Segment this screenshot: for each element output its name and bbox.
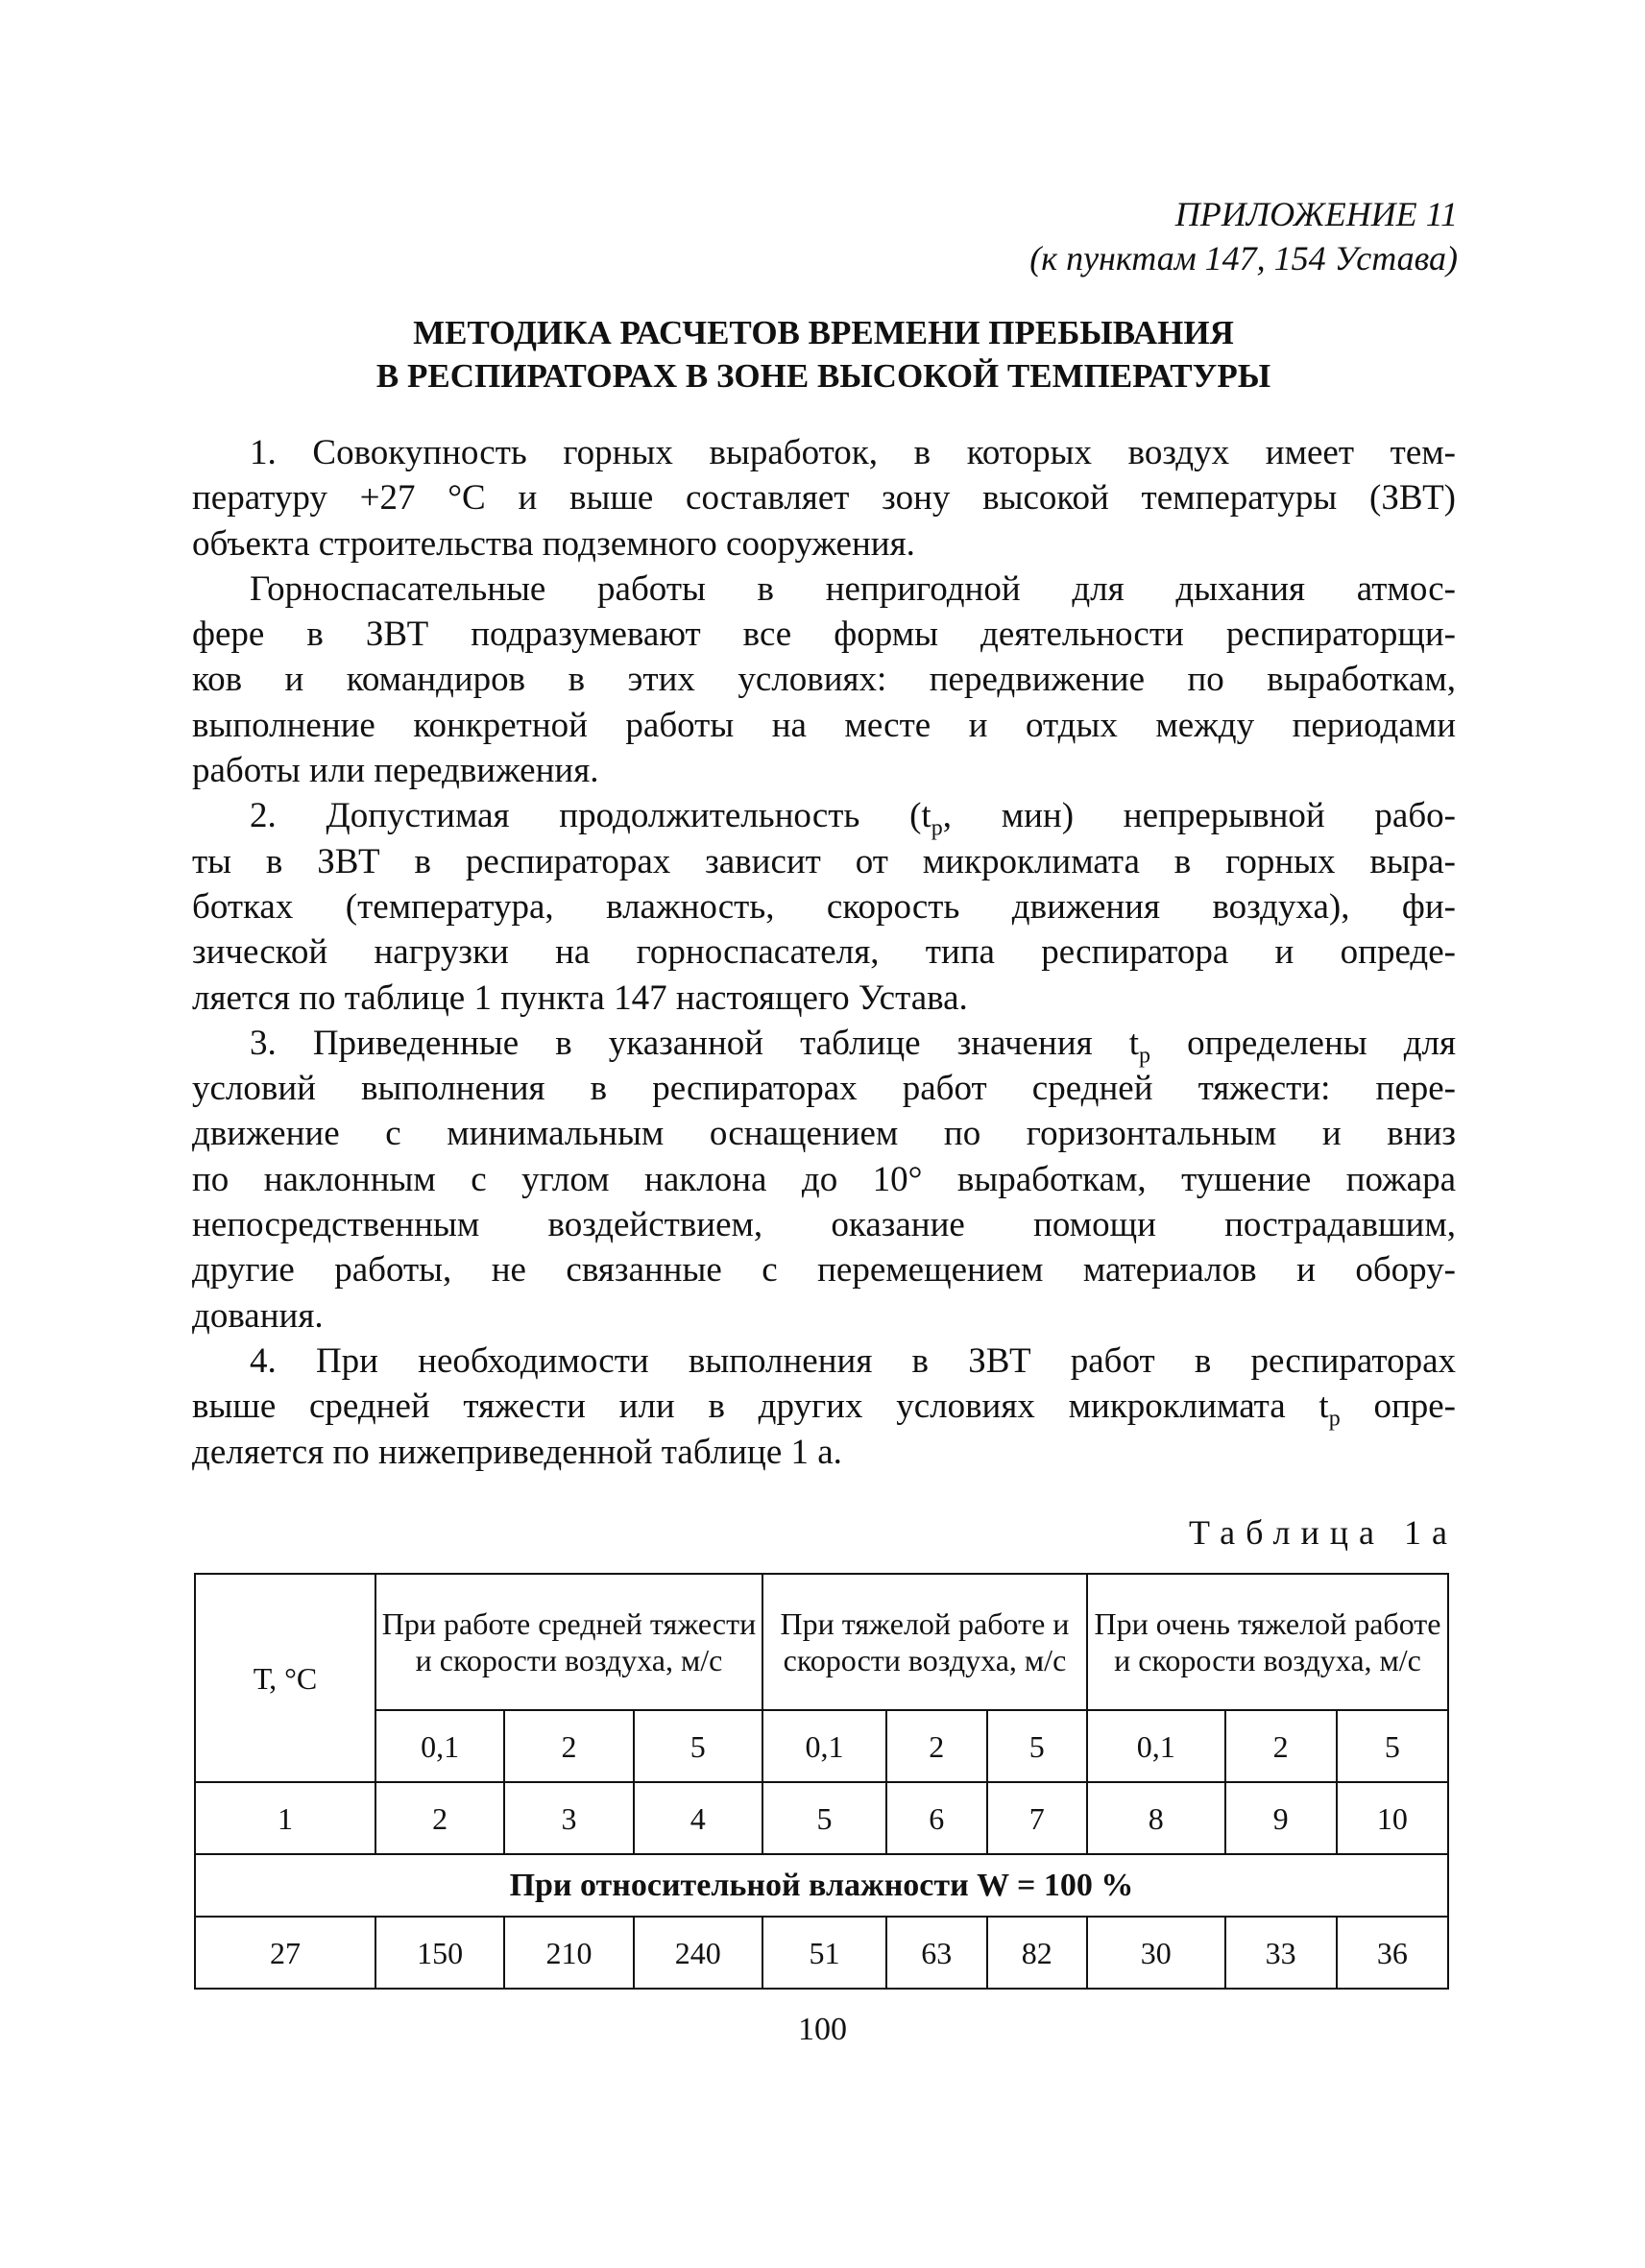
paragraph-line <box>192 567 1456 612</box>
paragraph-line <box>192 793 1456 841</box>
paragraph-line <box>192 475 1456 520</box>
paragraph-line <box>192 430 1456 475</box>
paragraph-line <box>192 1430 1456 1475</box>
paragraph-line <box>192 657 1456 702</box>
speed-cell: 5 <box>634 1710 762 1782</box>
paragraph-line <box>192 1247 1456 1292</box>
paragraph-line <box>192 612 1456 657</box>
line-text: по наклонным с углом наклона до 10° выработкам, тушение пожара <box>192 1159 1456 1199</box>
title-line: МЕТОДИКА РАСЧЕТОВ ВРЕМЕНИ ПРЕБЫВАНИЯ <box>413 314 1234 351</box>
paragraph-line <box>192 1339 1456 1384</box>
paragraph-line <box>192 748 1456 793</box>
paragraph-line <box>192 884 1456 929</box>
speed-cell: 0,1 <box>375 1710 504 1782</box>
page-number: 100 <box>798 2012 847 2047</box>
line-text: ков и командиров в этих условиях: передвижение по выработкам, <box>192 660 1456 700</box>
section-header: При относительной влажности W = 100 % <box>195 1854 1448 1917</box>
paragraph-line <box>192 1111 1456 1156</box>
table-caption: Таблица 1а <box>1189 1513 1458 1552</box>
group-header: При работе средней тяжести и скорости воздуха, м/с <box>375 1574 762 1710</box>
table-cell: 82 <box>987 1917 1088 1989</box>
document-title <box>192 311 1455 398</box>
line-text: 3. Приведенные в указанной таблице значения t <box>250 1023 1140 1063</box>
speed-cell: 0,1 <box>1087 1710 1225 1782</box>
temperature-header: Т, °С <box>195 1574 375 1782</box>
speed-cell: 0,1 <box>762 1710 886 1782</box>
paragraph-line <box>192 1384 1456 1432</box>
table-cell: 63 <box>886 1917 986 1989</box>
line-text: выполнение конкретной работы на месте и отдых между периодами <box>192 705 1456 745</box>
column-number-cell: 2 <box>375 1782 504 1854</box>
speed-cell: 5 <box>1337 1710 1448 1782</box>
appendix-label: ПРИЛОЖЕНИЕ 11 <box>1174 195 1458 233</box>
line-text: опре- <box>1340 1387 1456 1427</box>
line-text: зической нагрузки на горноспасателя, типа респиратора и опреде- <box>192 932 1456 973</box>
line-text: пературу +27 °С и выше составляет зону высокой температуры (ЗВТ) <box>192 478 1456 519</box>
paragraph-line <box>192 521 1456 567</box>
column-number-cell: 9 <box>1225 1782 1337 1854</box>
table-cell: 240 <box>634 1917 762 1989</box>
appendix-reference: (к пунктам 147, 154 Устава) <box>1029 239 1458 277</box>
line-text: движение с минимальным оснащением по горизонтальным и вниз <box>192 1114 1456 1154</box>
title-line: В РЕСПИРАТОРАХ В ЗОНЕ ВЫСОКОЙ ТЕМПЕРАТУРЫ <box>375 357 1271 395</box>
paragraph-line <box>192 1021 1457 1069</box>
subscript: р <box>1139 1043 1151 1069</box>
line-text: ляется по таблице 1 пункта 147 настоящего Устава. <box>192 977 968 1018</box>
subscript: р <box>931 815 943 841</box>
line-text: условий выполнения в респираторах работ средней тяжести: пере- <box>192 1069 1456 1109</box>
column-number-cell: 5 <box>762 1782 886 1854</box>
column-number-cell: 4 <box>634 1782 762 1854</box>
line-text: 2. Допустимая продолжительность (t <box>250 796 931 836</box>
line-text: объекта строительства подземного сооружения. <box>192 523 915 564</box>
paragraph-line <box>192 929 1456 975</box>
document-body <box>192 430 1456 1475</box>
line-text: 4. При необходимости выполнения в ЗВТ работ в респираторах <box>250 1340 1456 1381</box>
data-table <box>194 1573 1449 1990</box>
table-cell: 150 <box>375 1917 504 1989</box>
subscript: р <box>1328 1406 1341 1432</box>
table-cell: 27 <box>195 1917 375 1989</box>
line-text: Горноспасательные работы в непригодной для дыхания атмос- <box>250 568 1456 609</box>
group-header: При очень тяжелой работе и скорости воздуха, м/с <box>1087 1574 1448 1710</box>
line-text: непосредственным воздействием, оказание помощи пострадавшим, <box>192 1205 1456 1245</box>
speed-cell: 2 <box>504 1710 633 1782</box>
column-number-cell: 3 <box>504 1782 633 1854</box>
speed-cell: 2 <box>886 1710 986 1782</box>
speed-cell: 2 <box>1225 1710 1337 1782</box>
paragraph-line <box>192 1157 1456 1202</box>
line-text: ты в ЗВТ в респираторах зависит от микроклимата в горных выра- <box>192 841 1456 881</box>
line-text: другие работы, не связанные с перемещением материалов и обору- <box>192 1250 1456 1291</box>
line-text: выше средней тяжести или в других условиях микроклимата t <box>192 1387 1329 1427</box>
paragraph-line <box>192 839 1456 884</box>
paragraph-line <box>192 1202 1456 1247</box>
column-number-cell: 8 <box>1087 1782 1225 1854</box>
column-number-cell: 6 <box>886 1782 986 1854</box>
paragraph-line <box>192 976 1456 1021</box>
table-cell: 210 <box>504 1917 633 1989</box>
paragraph-line <box>192 1066 1456 1111</box>
line-text: дования. <box>192 1295 324 1336</box>
table-cell: 33 <box>1225 1917 1337 1989</box>
line-text: ботках (температура, влажность, скорость движения воздуха), фи- <box>192 886 1456 927</box>
table-cell: 51 <box>762 1917 886 1989</box>
line-text: определены для <box>1150 1023 1457 1063</box>
line-text: фере в ЗВТ подразумевают все формы деятельности респираторщи- <box>192 615 1456 655</box>
column-number-cell: 1 <box>195 1782 375 1854</box>
column-number-cell: 7 <box>987 1782 1088 1854</box>
column-number-cell: 10 <box>1337 1782 1448 1854</box>
appendix-header <box>1029 192 1458 280</box>
speed-cell: 5 <box>987 1710 1088 1782</box>
line-text: работы или передвижения. <box>192 751 599 791</box>
group-header: При тяжелой работе и скорости воздуха, м/с <box>762 1574 1087 1710</box>
line-text: , мин) непрерывной рабо- <box>942 796 1456 836</box>
table-cell: 30 <box>1087 1917 1225 1989</box>
line-text: деляется по нижеприведенной таблице 1 а. <box>192 1432 842 1472</box>
table-cell: 36 <box>1337 1917 1448 1989</box>
table-row <box>195 1917 1448 1989</box>
line-text: 1. Совокупность горных выработок, в которых воздух имеет тем- <box>250 433 1456 472</box>
paragraph-line <box>192 1293 1456 1339</box>
paragraph-line <box>192 703 1456 748</box>
